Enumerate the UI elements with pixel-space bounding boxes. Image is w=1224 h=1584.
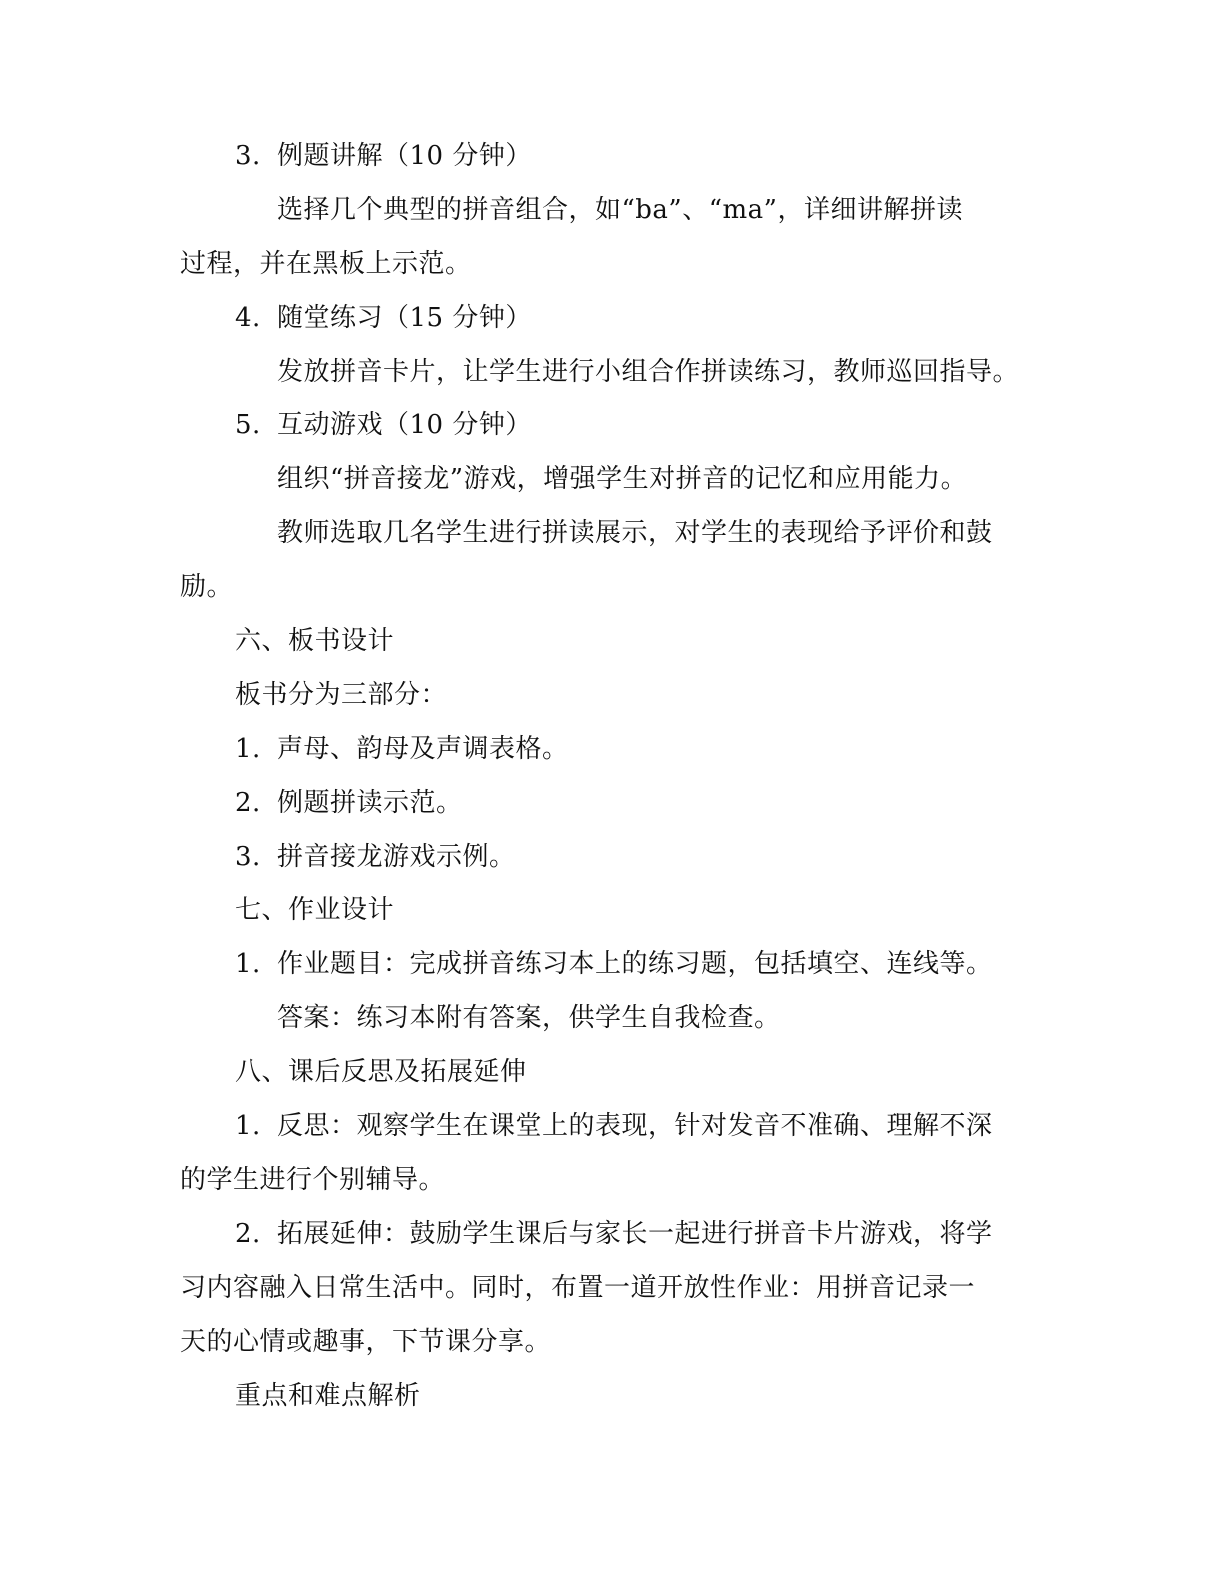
paragraph-line: 答案：练习本附有答案，供学生自我检查。 — [277, 1003, 781, 1033]
paragraph-line: 组织“拼音接龙”游戏，增强学生对拼音的记忆和应用能力。 — [277, 464, 968, 494]
item-text: 反思：观察学生在课堂上的表现，针对发音不准确、理解不深 — [277, 1111, 993, 1141]
list-item — [235, 732, 569, 766]
item-text: 拓展延伸：鼓励学生课后与家长一起进行拼音卡片游戏，将学 — [277, 1219, 993, 1249]
item-number: 2. — [235, 788, 261, 818]
paragraph-line: 教师选取几名学生进行拼读展示，对学生的表现给予评价和鼓 — [277, 518, 993, 548]
item-number: 1. — [235, 949, 261, 979]
list-item — [235, 1109, 993, 1143]
item-3-heading — [235, 139, 532, 173]
item-text: 随堂练习（15 分钟） — [277, 303, 532, 333]
item-number: 3. — [235, 842, 261, 872]
paragraph-line: 发放拼音卡片，让学生进行小组合作拼读练习，教师巡回指导。 — [277, 357, 1020, 387]
list-item — [235, 1217, 993, 1251]
paragraph-line: 过程，并在黑板上示范。 — [180, 249, 472, 279]
item-number: 1. — [235, 734, 261, 764]
list-item — [235, 840, 516, 874]
list-item — [235, 947, 993, 981]
item-text: 例题拼读示范。 — [277, 788, 463, 818]
item-number: 2. — [235, 1219, 261, 1249]
paragraph-line: 选择几个典型的拼音组合，如“ba”、“ma”，详细讲解拼读 — [277, 195, 963, 225]
item-4-heading — [235, 301, 532, 335]
paragraph-line: 板书分为三部分： — [235, 680, 448, 710]
item-text: 作业题目：完成拼音练习本上的练习题，包括填空、连线等。 — [277, 949, 993, 979]
section-heading: 八、课后反思及拓展延伸 — [235, 1057, 527, 1087]
item-text: 拼音接龙游戏示例。 — [277, 842, 516, 872]
paragraph-line: 励。 — [180, 572, 234, 602]
paragraph-line: 习内容融入日常生活中。同时，布置一道开放性作业：用拼音记录一 — [180, 1273, 976, 1303]
item-5-heading — [235, 408, 532, 442]
paragraph-line: 天的心情或趣事，下节课分享。 — [180, 1327, 552, 1357]
item-text: 例题讲解（10 分钟） — [277, 141, 532, 171]
item-text: 声母、韵母及声调表格。 — [277, 734, 569, 764]
section-heading: 重点和难点解析 — [235, 1381, 421, 1411]
item-number: 5. — [235, 410, 261, 440]
section-heading: 七、作业设计 — [235, 895, 395, 925]
section-heading: 六、板书设计 — [235, 626, 395, 656]
item-text: 互动游戏（10 分钟） — [277, 410, 532, 440]
item-number: 4. — [235, 303, 261, 333]
list-item — [235, 786, 463, 820]
paragraph-line: 的学生进行个别辅导。 — [180, 1165, 446, 1195]
item-number: 3. — [235, 141, 261, 171]
item-number: 1. — [235, 1111, 261, 1141]
